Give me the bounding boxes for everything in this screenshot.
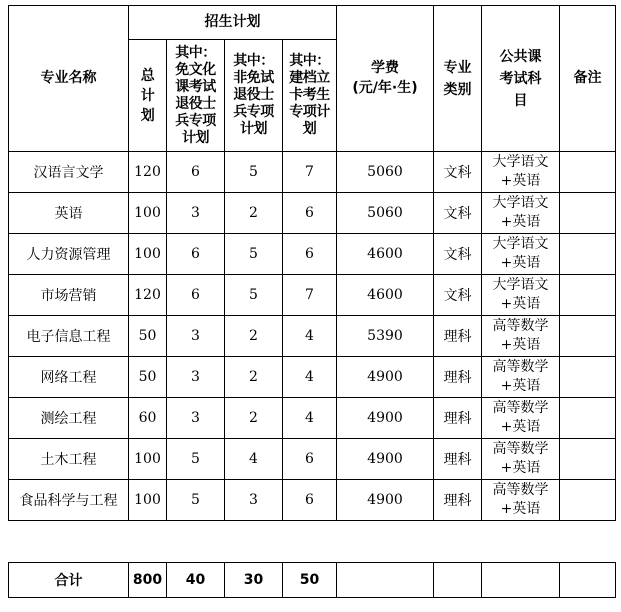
cell-exempt: 6 [167,152,225,193]
header-remarks: 备注 [560,6,616,152]
table-row [9,398,616,439]
cell-poverty: 4 [283,398,337,439]
cell-remarks [560,275,616,316]
cell-subjects [482,480,560,521]
cell-total: 50 [129,316,167,357]
totals-remarks [560,563,616,598]
cell-total: 120 [129,275,167,316]
cell-subjects-text: 大学语文+英语 [492,154,549,189]
cell-category: 理科 [434,398,482,439]
cell-non-exempt: 5 [225,152,283,193]
totals-exempt: 40 [167,563,225,598]
cell-total: 120 [129,152,167,193]
totals-label: 合计 [9,563,129,598]
totals-category [434,563,482,598]
cell-exempt: 3 [167,316,225,357]
cell-category: 理科 [434,316,482,357]
totals-poverty: 50 [283,563,337,598]
cell-subjects [482,234,560,275]
cell-exempt: 6 [167,275,225,316]
cell-remarks [560,234,616,275]
table-row [9,234,616,275]
cell-category: 理科 [434,357,482,398]
header-exempt-veteran [167,40,225,152]
cell-subjects-text: 大学语文+英语 [492,236,549,271]
table-body [9,152,616,521]
header-category-label: 专业类别 [443,59,472,98]
cell-poverty: 6 [283,234,337,275]
cell-subjects [482,439,560,480]
cell-remarks [560,439,616,480]
header-poverty-plan [283,40,337,152]
cell-subjects [482,275,560,316]
cell-tuition: 4900 [337,480,434,521]
cell-tuition: 4600 [337,234,434,275]
header-tuition [337,6,434,152]
cell-subjects-text: 大学语文+英语 [492,195,549,230]
totals-non-exempt: 30 [225,563,283,598]
header-exam-subjects-label: 公共课考试科目 [499,48,542,109]
cell-total: 100 [129,439,167,480]
cell-exempt: 3 [167,357,225,398]
cell-tuition: 5390 [337,316,434,357]
cell-poverty: 6 [283,480,337,521]
cell-poverty: 7 [283,275,337,316]
table-row [9,152,616,193]
cell-tuition: 5060 [337,193,434,234]
totals-row [9,563,616,598]
header-poverty-plan-label: 其中：建档立卡考生专项计划 [289,53,330,137]
cell-subjects [482,357,560,398]
header-total-plan [129,40,167,152]
cell-remarks [560,480,616,521]
cell-non-exempt: 3 [225,480,283,521]
cell-non-exempt: 2 [225,316,283,357]
cell-exempt: 5 [167,480,225,521]
cell-remarks [560,357,616,398]
table-row [9,480,616,521]
cell-tuition: 4600 [337,275,434,316]
cell-non-exempt: 5 [225,234,283,275]
cell-subjects-text: 大学语文+英语 [492,277,549,312]
totals-total: 800 [129,563,167,598]
cell-poverty: 6 [283,439,337,480]
cell-exempt: 3 [167,398,225,439]
header-exam-subjects [482,6,560,152]
cell-subjects-text: 高等数学+英语 [492,318,549,353]
cell-total: 100 [129,480,167,521]
cell-major: 食品科学与工程 [9,480,129,521]
cell-total: 100 [129,193,167,234]
cell-exempt: 5 [167,439,225,480]
cell-subjects [482,398,560,439]
totals-tuition [337,563,434,598]
cell-major: 英语 [9,193,129,234]
header-non-exempt-veteran-label: 其中：非免试退役士兵专项计划 [233,53,274,137]
cell-major: 汉语言文学 [9,152,129,193]
table-row [9,193,616,234]
cell-tuition: 4900 [337,357,434,398]
cell-subjects [482,152,560,193]
cell-category: 文科 [434,234,482,275]
cell-non-exempt: 4 [225,439,283,480]
cell-poverty: 6 [283,193,337,234]
cell-major: 电子信息工程 [9,316,129,357]
header-category [434,6,482,152]
cell-tuition: 4900 [337,439,434,480]
cell-non-exempt: 2 [225,357,283,398]
enrollment-plan-table [8,5,616,521]
cell-major: 市场营销 [9,275,129,316]
cell-tuition: 4900 [337,398,434,439]
cell-category: 文科 [434,275,482,316]
cell-poverty: 7 [283,152,337,193]
cell-category: 文科 [434,152,482,193]
cell-subjects-text: 高等数学+英语 [492,400,549,435]
cell-total: 50 [129,357,167,398]
cell-non-exempt: 2 [225,193,283,234]
table-row [9,316,616,357]
table-row [9,357,616,398]
cell-remarks [560,316,616,357]
cell-subjects [482,193,560,234]
header-tuition-unit: (元/年·生) [352,80,418,96]
table-row [9,439,616,480]
cell-non-exempt: 2 [225,398,283,439]
cell-major: 测绘工程 [9,398,129,439]
cell-total: 100 [129,234,167,275]
header-tuition-label: 学费 [371,60,399,76]
cell-remarks [560,152,616,193]
totals-table [8,562,616,598]
cell-poverty: 4 [283,316,337,357]
cell-remarks [560,398,616,439]
cell-category: 理科 [434,480,482,521]
cell-subjects [482,316,560,357]
cell-exempt: 3 [167,193,225,234]
cell-major: 土木工程 [9,439,129,480]
table-row [9,275,616,316]
totals-subjects [482,563,560,598]
cell-subjects-text: 高等数学+英语 [492,359,549,394]
header-exempt-veteran-label: 其中：免文化课考试退役士兵专项计划 [175,44,216,146]
cell-subjects-text: 高等数学+英语 [492,441,549,476]
header-major-name: 专业名称 [9,6,129,152]
cell-tuition: 5060 [337,152,434,193]
header-non-exempt-veteran [225,40,283,152]
cell-non-exempt: 5 [225,275,283,316]
header-enrollment-plan: 招生计划 [129,6,337,40]
cell-poverty: 4 [283,357,337,398]
header-total-plan-label: 总计划 [140,67,155,124]
cell-major: 网络工程 [9,357,129,398]
cell-total: 60 [129,398,167,439]
cell-exempt: 6 [167,234,225,275]
cell-subjects-text: 高等数学+英语 [492,482,549,517]
cell-category: 理科 [434,439,482,480]
cell-major: 人力资源管理 [9,234,129,275]
cell-remarks [560,193,616,234]
cell-category: 文科 [434,193,482,234]
